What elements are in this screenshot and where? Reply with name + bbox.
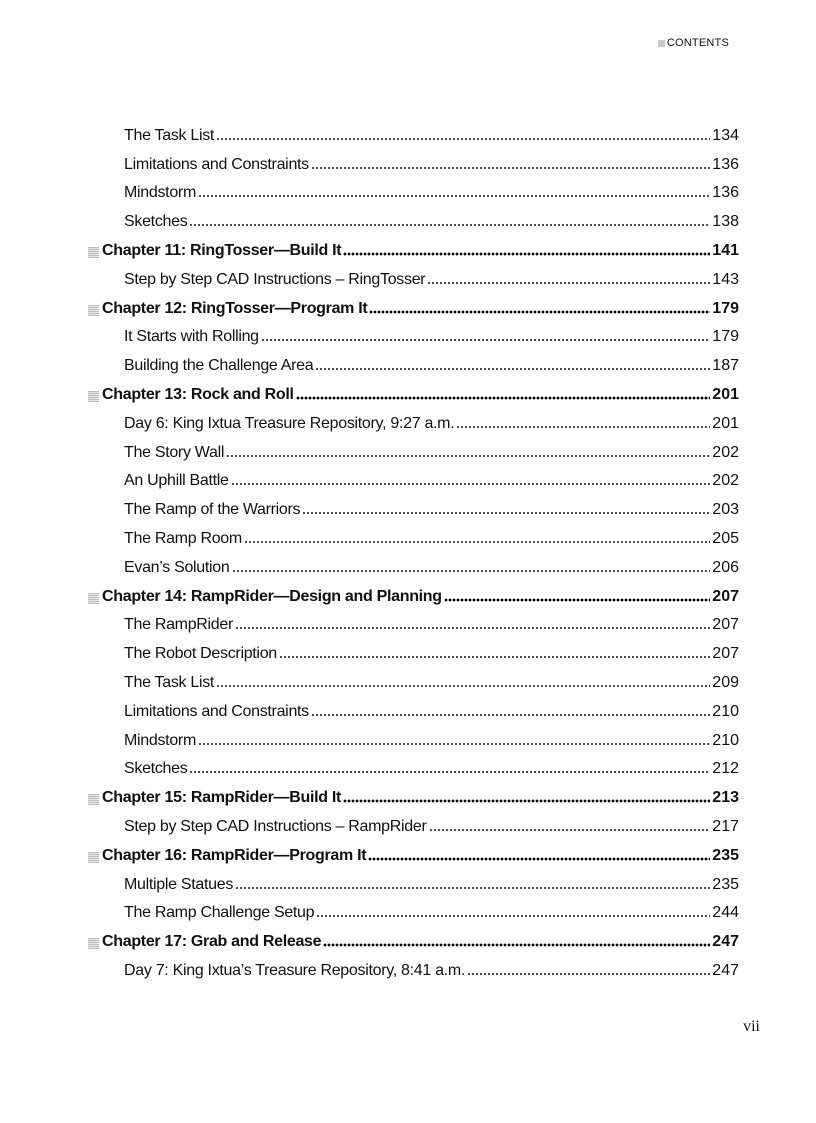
dot-leader [369,310,710,314]
toc-section-entry[interactable] [88,523,739,552]
toc-section-entry[interactable] [88,667,739,696]
dot-leader [456,425,710,429]
toc-entry-title: Chapter 15: RampRider—Build It [102,789,342,807]
toc-entry-page: 210 [712,702,739,720]
dot-leader [444,598,711,602]
dot-leader [232,569,711,573]
toc-chapter-entry[interactable] [88,840,739,869]
dot-leader [261,338,711,342]
dot-leader [296,396,711,400]
toc-entry-page: 209 [712,673,739,691]
toc-entry-title: Multiple Statues [124,875,234,893]
toc-section-entry[interactable] [88,811,739,840]
toc-chapter-entry[interactable] [88,379,739,408]
toc-entry-title: Chapter 12: RingTosser—Program It [102,299,368,317]
dot-leader [189,223,710,227]
toc-section-entry[interactable] [88,466,739,495]
toc-section-entry[interactable] [88,955,739,984]
toc-section-entry[interactable] [88,120,739,149]
dot-leader [311,713,710,717]
toc-entry-title: The Task List [124,126,215,144]
chapter-marker-icon [88,852,99,863]
toc-section-entry[interactable] [88,754,739,783]
dot-leader [323,943,710,947]
toc-entry-title: Chapter 14: RampRider—Design and Planning [102,587,442,605]
dot-leader [198,194,710,198]
toc-entry-page: 201 [712,414,739,432]
toc-entry-page: 187 [712,357,739,375]
toc-entry-title: Step by Step CAD Instructions – RampRider [124,817,427,835]
toc-entry-title: Mindstorm [124,184,196,202]
dot-leader [231,482,711,486]
toc-section-entry[interactable] [88,149,739,178]
toc-entry-page: 136 [712,155,739,173]
toc-section-entry[interactable] [88,178,739,207]
dot-leader [316,914,710,918]
toc-entry-title: The Ramp Challenge Setup [124,904,315,922]
dot-leader [315,367,710,371]
chapter-marker-icon [88,391,99,402]
toc-entry-title: The RampRider [124,616,234,634]
toc-section-entry[interactable] [88,552,739,581]
dot-leader [216,684,710,688]
toc-entry-title: The Task List [124,673,215,691]
dot-leader [216,137,710,141]
toc-section-entry[interactable] [88,264,739,293]
chapter-marker-icon [88,938,99,949]
toc-entry-title: Chapter 17: Grab and Release [102,933,322,951]
toc-chapter-entry[interactable] [88,782,739,811]
toc-entry-title: Evan’s Solution [124,558,230,576]
toc-section-entry[interactable] [88,350,739,379]
page-number: vii [743,1018,760,1035]
toc-section-entry[interactable] [88,494,739,523]
toc-entry-page: 179 [712,328,739,346]
dot-leader [311,166,710,170]
toc-entry-page: 134 [712,126,739,144]
toc-entry-page: 212 [712,760,739,778]
toc-entry-page: 207 [712,587,739,605]
toc-entry-title: Chapter 16: RampRider—Program It [102,846,367,864]
table-of-contents [88,120,739,984]
toc-entry-title: The Robot Description [124,645,277,663]
toc-entry-title: Mindstorm [124,731,196,749]
toc-entry-page: 138 [712,213,739,231]
toc-entry-page: 217 [712,817,739,835]
toc-entry-page: 205 [712,529,739,547]
dot-leader [343,252,710,256]
toc-entry-page: 235 [712,875,739,893]
toc-entry-page: 244 [712,904,739,922]
dot-leader [198,742,710,746]
toc-section-entry[interactable] [88,206,739,235]
toc-chapter-entry[interactable] [88,926,739,955]
toc-entry-page: 206 [712,558,739,576]
dot-leader [427,281,710,285]
toc-entry-page: 203 [712,501,739,519]
dot-leader [467,972,710,976]
toc-entry-page: 202 [712,443,739,461]
toc-entry-title: An Uphill Battle [124,472,229,490]
toc-entry-title: It Starts with Rolling [124,328,259,346]
toc-entry-page: 141 [712,241,739,259]
dot-leader [226,454,710,458]
dot-leader [368,857,710,861]
toc-entry-title: Limitations and Constraints [124,702,309,720]
dot-leader [343,799,710,803]
toc-entry-title: Day 7: King Ixtua’s Treasure Repository, 8:41 a.m. [124,961,466,979]
toc-entry-page: 207 [712,616,739,634]
toc-entry-page: 179 [712,299,739,317]
running-header [658,37,729,49]
toc-section-entry[interactable] [88,898,739,927]
toc-entry-page: 235 [712,846,739,864]
toc-entry-page: 213 [712,789,739,807]
toc-entry-title: Sketches [124,213,188,231]
chapter-marker-icon [88,593,99,604]
toc-section-entry[interactable] [88,869,739,898]
toc-chapter-entry[interactable] [88,293,739,322]
toc-entry-title: Chapter 11: RingTosser—Build It [102,241,342,259]
toc-section-entry[interactable] [88,696,739,725]
toc-entry-title: Chapter 13: Rock and Roll [102,385,294,403]
running-header-label: CONTENTS [666,37,729,49]
toc-section-entry[interactable] [88,638,739,667]
toc-entry-page: 207 [712,645,739,663]
dot-leader [189,770,710,774]
toc-chapter-entry[interactable] [88,581,739,610]
dot-leader [429,828,711,832]
toc-entry-page: 247 [712,933,739,951]
toc-section-entry[interactable] [88,725,739,754]
toc-entry-page: 202 [712,472,739,490]
dot-leader [244,540,710,544]
toc-entry-title: Limitations and Constraints [124,155,309,173]
chapter-marker-icon [88,247,99,258]
toc-entry-title: Step by Step CAD Instructions – RingTosser [124,270,426,288]
dot-leader [279,655,710,659]
toc-section-entry[interactable] [88,322,739,351]
header-marker-icon [658,40,665,47]
toc-entry-page: 210 [712,731,739,749]
dot-leader [235,886,710,890]
toc-section-entry[interactable] [88,408,739,437]
toc-entry-title: Building the Challenge Area [124,357,314,375]
toc-entry-page: 247 [712,961,739,979]
toc-entry-title: Sketches [124,760,188,778]
dot-leader [235,626,710,630]
toc-entry-page: 136 [712,184,739,202]
dot-leader [302,511,710,515]
toc-entry-title: The Ramp Room [124,529,242,547]
toc-entry-title: Day 6: King Ixtua Treasure Repository, 9:27 a.m. [124,414,455,432]
chapter-marker-icon [88,305,99,316]
toc-section-entry[interactable] [88,610,739,639]
toc-entry-title: The Ramp of the Warriors [124,501,301,519]
chapter-marker-icon [88,794,99,805]
toc-entry-page: 143 [712,270,739,288]
toc-chapter-entry[interactable] [88,235,739,264]
toc-section-entry[interactable] [88,437,739,466]
toc-entry-page: 201 [712,385,739,403]
toc-entry-title: The Story Wall [124,443,225,461]
